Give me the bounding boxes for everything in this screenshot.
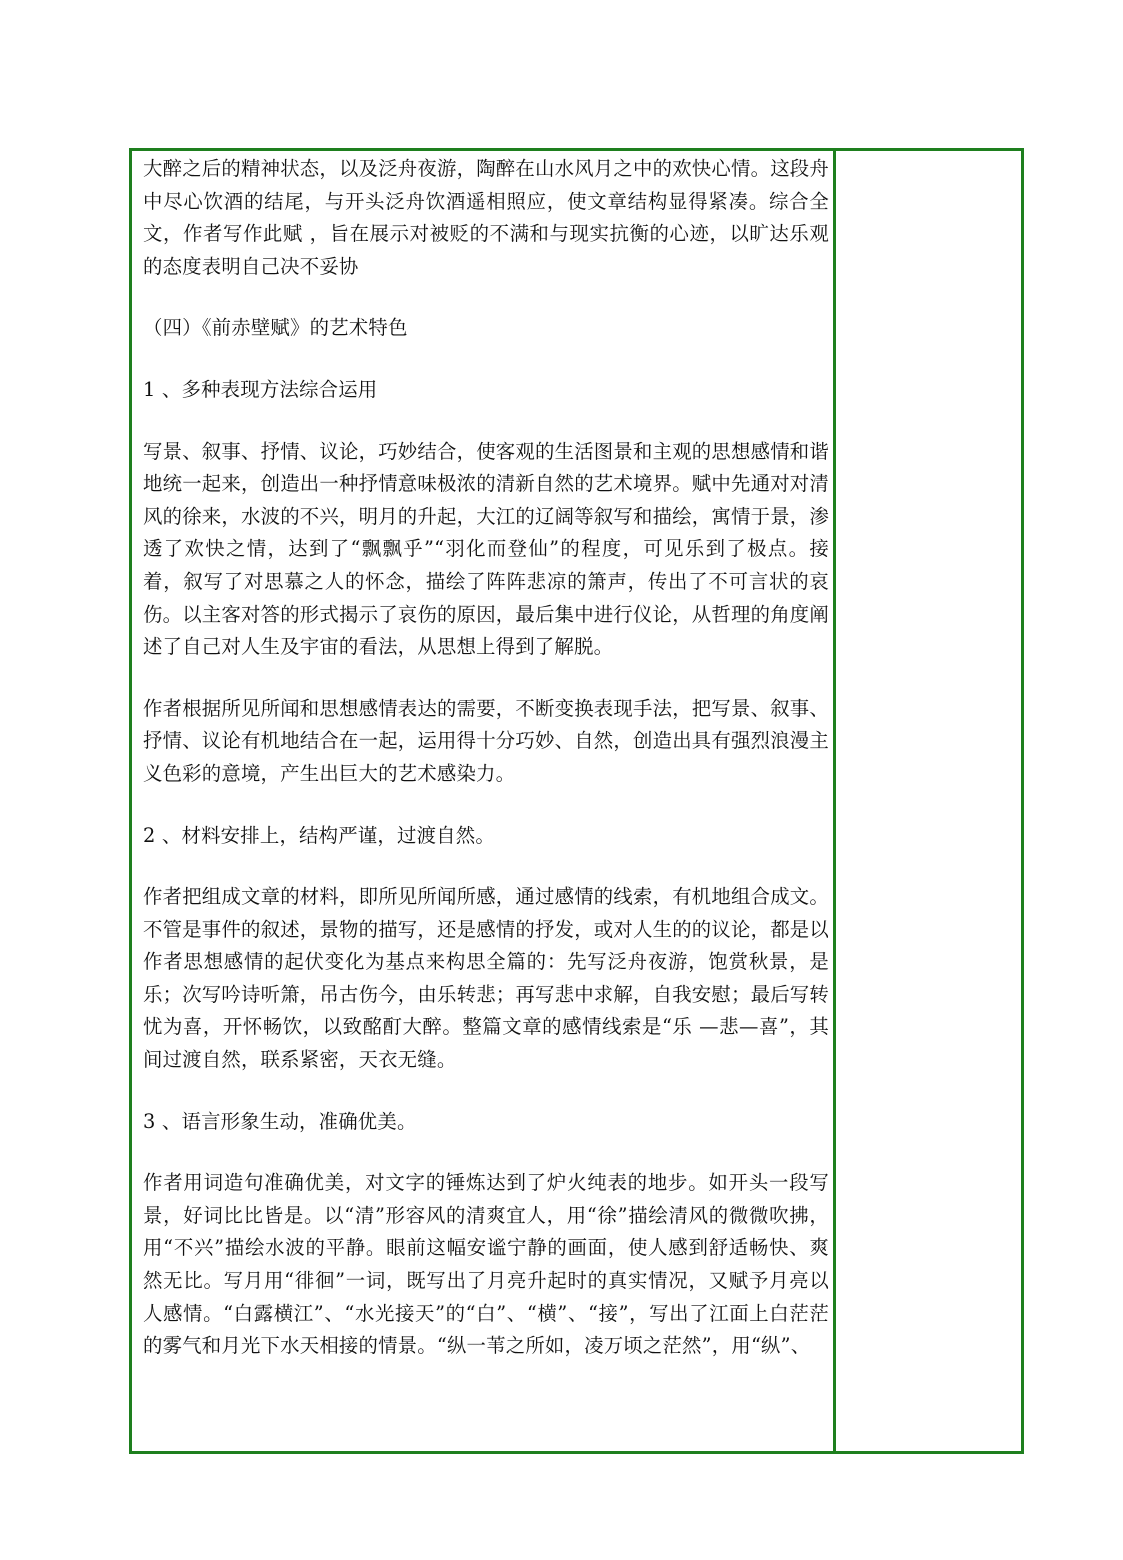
paragraph-structure: 作者把组成文章的材料，即所见所闻所感，通过感情的线索，有机地组合成文。不管是事件的叙述，景物的描写，还是感情的抒发，或对人生的的议论，都是以作者思想感情的起伏变化为基点来构思全篇的：先写泛舟夜游，饱赏秋景，是乐；次写吟诗听箫，吊古伤今，由乐转悲；再写悲中求解，自我安慰；最后写转忧为喜，开怀畅饮，以致酩酊大醉。整篇文章的感情线索是“乐 —悲—喜”，其间过渡自然，联系紧密，天衣无缝。 [143,885,829,1072]
paragraph-methods: 写景、叙事、抒情、议论，巧妙结合，使客观的生活图景和主观的思想感情和谐地统一起来，创造出一种抒情意味极浓的清新自然的艺术境界。赋中先通对对清风的徐来，水波的不兴，明月的升起，大江的辽阔等叙写和描绘，寓情于景，渗透了欢快之情，达到了“飘飘乎”“羽化而登仙”的程度，可见乐到了极点。接着，叙写了对思慕之人的怀念，描绘了阵阵悲凉的箫声，传出了不可言状的哀伤。以主客对答的形式揭示了哀伤的原因，最后集中进行仪论，从哲理的角度阐述了自己对人生及宇宙的看法，从思想上得到了解脱。 [143,439,829,659]
paragraph-language: 作者用词造句准确优美，对文字的锤炼达到了炉火纯表的地步。如开头一段写景，好词比比皆是。以“清”形容风的清爽宜人，用“徐”描绘清风的微微吹拂，用“不兴”描绘水波的平静。眼前这幅安谧宁静的画面，使人感到舒适畅快、爽然无比。写月用“徘徊”一词，既写出了月亮升起时的真实情况，又赋予月亮以人感情。“白露横江”、“水光接天”的“白”、“横”、“接”，写出了江面上白茫茫的雾气和月光下水天相接的情景。“纵一苇之所如，凌万顷之茫然”，用“纵”、 [143,1171,829,1358]
section-heading-artistic-features: （四）《前赤壁赋》的艺术特色 [143,316,408,340]
paragraph-techniques: 作者根据所见所闻和思想感情表达的需要，不断变换表现手法，把写景、叙事、抒情、议论有机地结合在一起，运用得十分巧妙、自然，创造出具有强烈浪漫主义色彩的意境，产生出巨大的艺术感染力。 [143,696,829,785]
side-note-cell [836,151,1021,1451]
main-text-cell [132,151,836,1451]
subheading-1: 1 、多种表现方法综合运用 [143,377,378,401]
subheading-2: 2 、材料安排上，结构严谨，过渡自然。 [143,823,495,847]
content-table [129,148,1024,1454]
paragraph-conclusion: 大醉之后的精神状态，以及泛舟夜游，陶醉在山水风月之中的欢快心情。这段舟中尽心饮酒的结尾，与开头泛舟饮酒遥相照应，使文章结构显得紧凑。综合全文，作者写作此赋 ，旨在展示对被贬的不满和与现实抗衡的心迹，以旷达乐观的态度表明自己决不妥协 [143,157,829,278]
subheading-3: 3 、语言形象生动，准确优美。 [143,1109,417,1133]
